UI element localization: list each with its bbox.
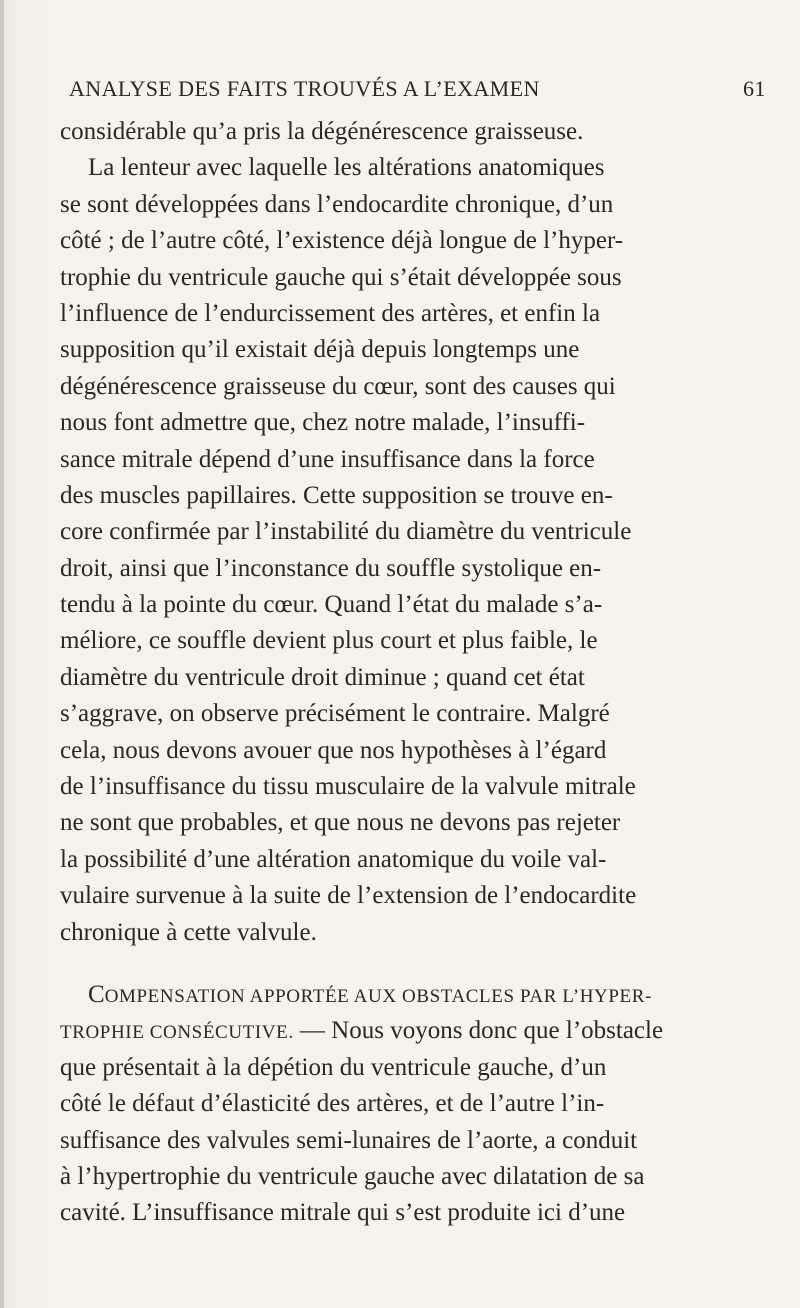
text-line: de l’insuffisance du tissu musculaire de la valvule mitrale xyxy=(60,773,636,801)
text-line: que présentait à la dépétion du ventricule gauche, d’un xyxy=(60,1053,607,1081)
text-line: méliore, ce souffle devient plus court et plus faible, le xyxy=(60,627,598,655)
text-line: dégénérescence graisseuse du cœur, sont des causes qui xyxy=(60,372,616,400)
section-heading-initial: C xyxy=(88,980,105,1008)
text-line: considérable qu’a pris la dégénérescence graisseuse. xyxy=(60,118,584,145)
text-line: vulaire survenue à la suite de l’extension de l’endocardite xyxy=(60,882,637,910)
text-line: core confirmée par l’instabilité du diamètre du ventricule xyxy=(60,518,632,546)
text-line: se sont développées dans l’endocardite chronique, d’un xyxy=(60,190,614,218)
text-line: droit, ainsi que l’inconstance du souffle systolique en- xyxy=(60,554,602,582)
text-line: cela, nous devons avouer que nos hypothèses à l’égard xyxy=(60,736,607,764)
section-heading xyxy=(60,977,772,1013)
text-line: sance mitrale dépend d’une insuffisance dans la force xyxy=(60,445,595,473)
page-binding-edge xyxy=(0,0,4,1308)
text-line: trophie du ventricule gauche qui s’était développée sous xyxy=(60,263,622,291)
text-line: diamètre du ventricule droit diminue ; quand cet état xyxy=(60,663,585,691)
text-line: chronique à cette valvule. xyxy=(60,918,317,946)
section-heading-continuation xyxy=(60,1013,772,1049)
text-line: la possibilité d’une altération anatomique du voile val- xyxy=(60,845,607,873)
text-line: côté ; de l’autre côté, l’existence déjà longue de l’hyper- xyxy=(60,227,624,255)
section-heading-tail: TROPHIE CONSÉCUTIVE. xyxy=(60,1022,294,1044)
section-first-sentence: — Nous voyons donc que l’obstacle xyxy=(293,1017,664,1045)
running-title: ANALYSE DES FAITS TROUVÉS A L’EXAMEN xyxy=(69,76,540,101)
text-line: nous font admettre que, chez notre malade, l’insuffi- xyxy=(60,409,586,437)
text-line: l’influence de l’endurcissement des artères, et enfin la xyxy=(60,299,601,327)
section-heading-rest: OMPENSATION APPORTÉE AUX OBSTACLES PAR L’HYPER- xyxy=(104,985,652,1007)
text-line: s’aggrave, on observe précisément le contraire. Malgré xyxy=(60,700,610,728)
text-line: à l’hypertrophie du ventricule gauche avec dilatation de sa xyxy=(60,1162,645,1190)
text-line: ne sont que probables, et que nous ne devons pas rejeter xyxy=(60,809,621,837)
text-line: côté le défaut d’élasticité des artères, et de l’autre l’in- xyxy=(60,1090,605,1118)
text-line: des muscles papillaires. Cette supposition se trouve en- xyxy=(60,481,613,509)
running-header xyxy=(69,76,769,106)
body-text xyxy=(60,114,772,1232)
text-line: suffisance des valvules semi-lunaires de l’aorte, a conduit xyxy=(60,1126,638,1154)
page-number: 61 xyxy=(743,76,766,101)
section-gap xyxy=(60,951,772,977)
text-line: La lenteur avec laquelle les altérations anatomiques xyxy=(88,154,605,182)
text-line: supposition qu’il existait déjà depuis longtemps une xyxy=(60,336,580,364)
text-line: cavité. L’insuffisance mitrale qui s’est produite ici d’une xyxy=(60,1199,626,1227)
text-line: tendu à la pointe du cœur. Quand l’état du malade s’a- xyxy=(60,591,603,619)
